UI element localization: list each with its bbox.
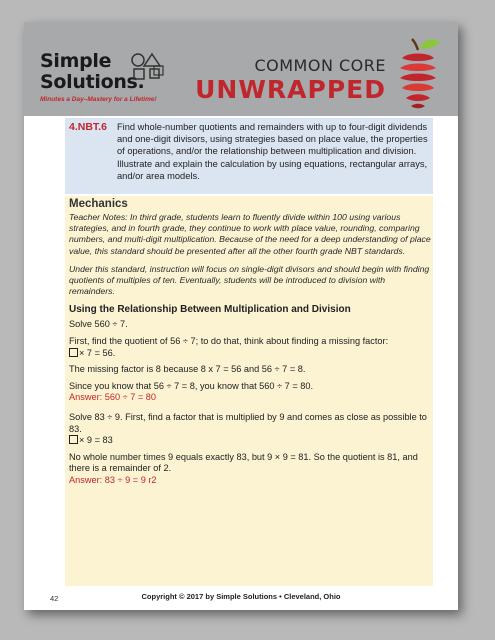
header-title: COMMON CORE bbox=[254, 56, 386, 75]
document-page bbox=[24, 22, 458, 610]
standard-box bbox=[65, 118, 433, 194]
logo-tagline: Minutes a Day–Mastery for a Lifetime! bbox=[40, 96, 157, 103]
missing-factor-box bbox=[69, 435, 78, 444]
copyright-line: Copyright © 2017 by Simple Solutions • Cleveland, Ohio bbox=[141, 592, 341, 601]
example2-equation-text: × 9 = 83 bbox=[79, 435, 113, 446]
logo-word-simple: Simple bbox=[40, 50, 112, 72]
peeled-apple-icon bbox=[394, 36, 442, 110]
example1-equation-text: × 7 = 56. bbox=[79, 347, 116, 358]
example1-answer: Answer: 560 ÷ 7 = 80 bbox=[69, 392, 157, 403]
section-heading: Using the Relationship Between Multiplication and Division bbox=[69, 304, 351, 316]
standard-description: Find whole-number quotients and remainders with up to four-digit dividends and one-digit divisors, using strategies based on place value, the properties of operations, and/or the relationship between multiplication and division. Illustrate and explain the calculation by using equations, rectangular arrays, and/or area models. bbox=[117, 122, 428, 181]
instruction-note: Under this standard, instruction will focus on single-digit divisors and should begin with finding quotients of multiples of ten. Eventually, students will be introduced to division with remainders. bbox=[69, 263, 430, 297]
missing-factor-box bbox=[69, 348, 78, 357]
page-number: 42 bbox=[50, 594, 59, 603]
header-subtitle: UNWRAPPED bbox=[195, 75, 386, 104]
example2-equation bbox=[69, 435, 431, 447]
page-header bbox=[24, 22, 458, 116]
example1-question: Solve 560 ÷ 7. bbox=[69, 319, 128, 330]
standard-code: 4.NBT.6 bbox=[69, 121, 107, 133]
example2-explanation: No whole number times 9 equals exactly 83, but 9 × 9 = 81. So the quotient is 81, and there is a remainder of 2. bbox=[69, 451, 418, 474]
example2-answer: Answer: 83 ÷ 9 = 9 r2 bbox=[69, 474, 157, 485]
simple-solutions-logo bbox=[40, 50, 200, 108]
mechanics-section bbox=[65, 196, 433, 586]
example1-equation bbox=[69, 348, 431, 360]
example2-question: Solve 83 ÷ 9. First, find a factor that is multiplied by 9 and comes as close as possible to 83. bbox=[69, 411, 427, 434]
example1-step2: The missing factor is 8 because 8 x 7 = 56 and 56 ÷ 7 = 8. bbox=[69, 364, 306, 375]
example1-step1: First, find the quotient of 56 ÷ 7; to do that, think about finding a missing factor: bbox=[69, 336, 389, 347]
logo-word-solutions: Solutions. bbox=[40, 71, 145, 93]
geometry-shapes-icon bbox=[130, 52, 170, 82]
teacher-note: Teacher Notes: In third grade, students learn to fluently divide within 100 using various strategies, and in fourth grade, they continue to work with place value, rounding, comparing numbers, and multi-digit multiplication. Because of the need for a deep understanding of place value, this standard should be presented after all the other fourth grade NBT standards. bbox=[69, 212, 431, 256]
mechanics-title: Mechanics bbox=[69, 198, 128, 210]
example1-step3: Since you know that 56 ÷ 7 = 8, you know that 560 ÷ 7 = 80. bbox=[69, 380, 314, 391]
